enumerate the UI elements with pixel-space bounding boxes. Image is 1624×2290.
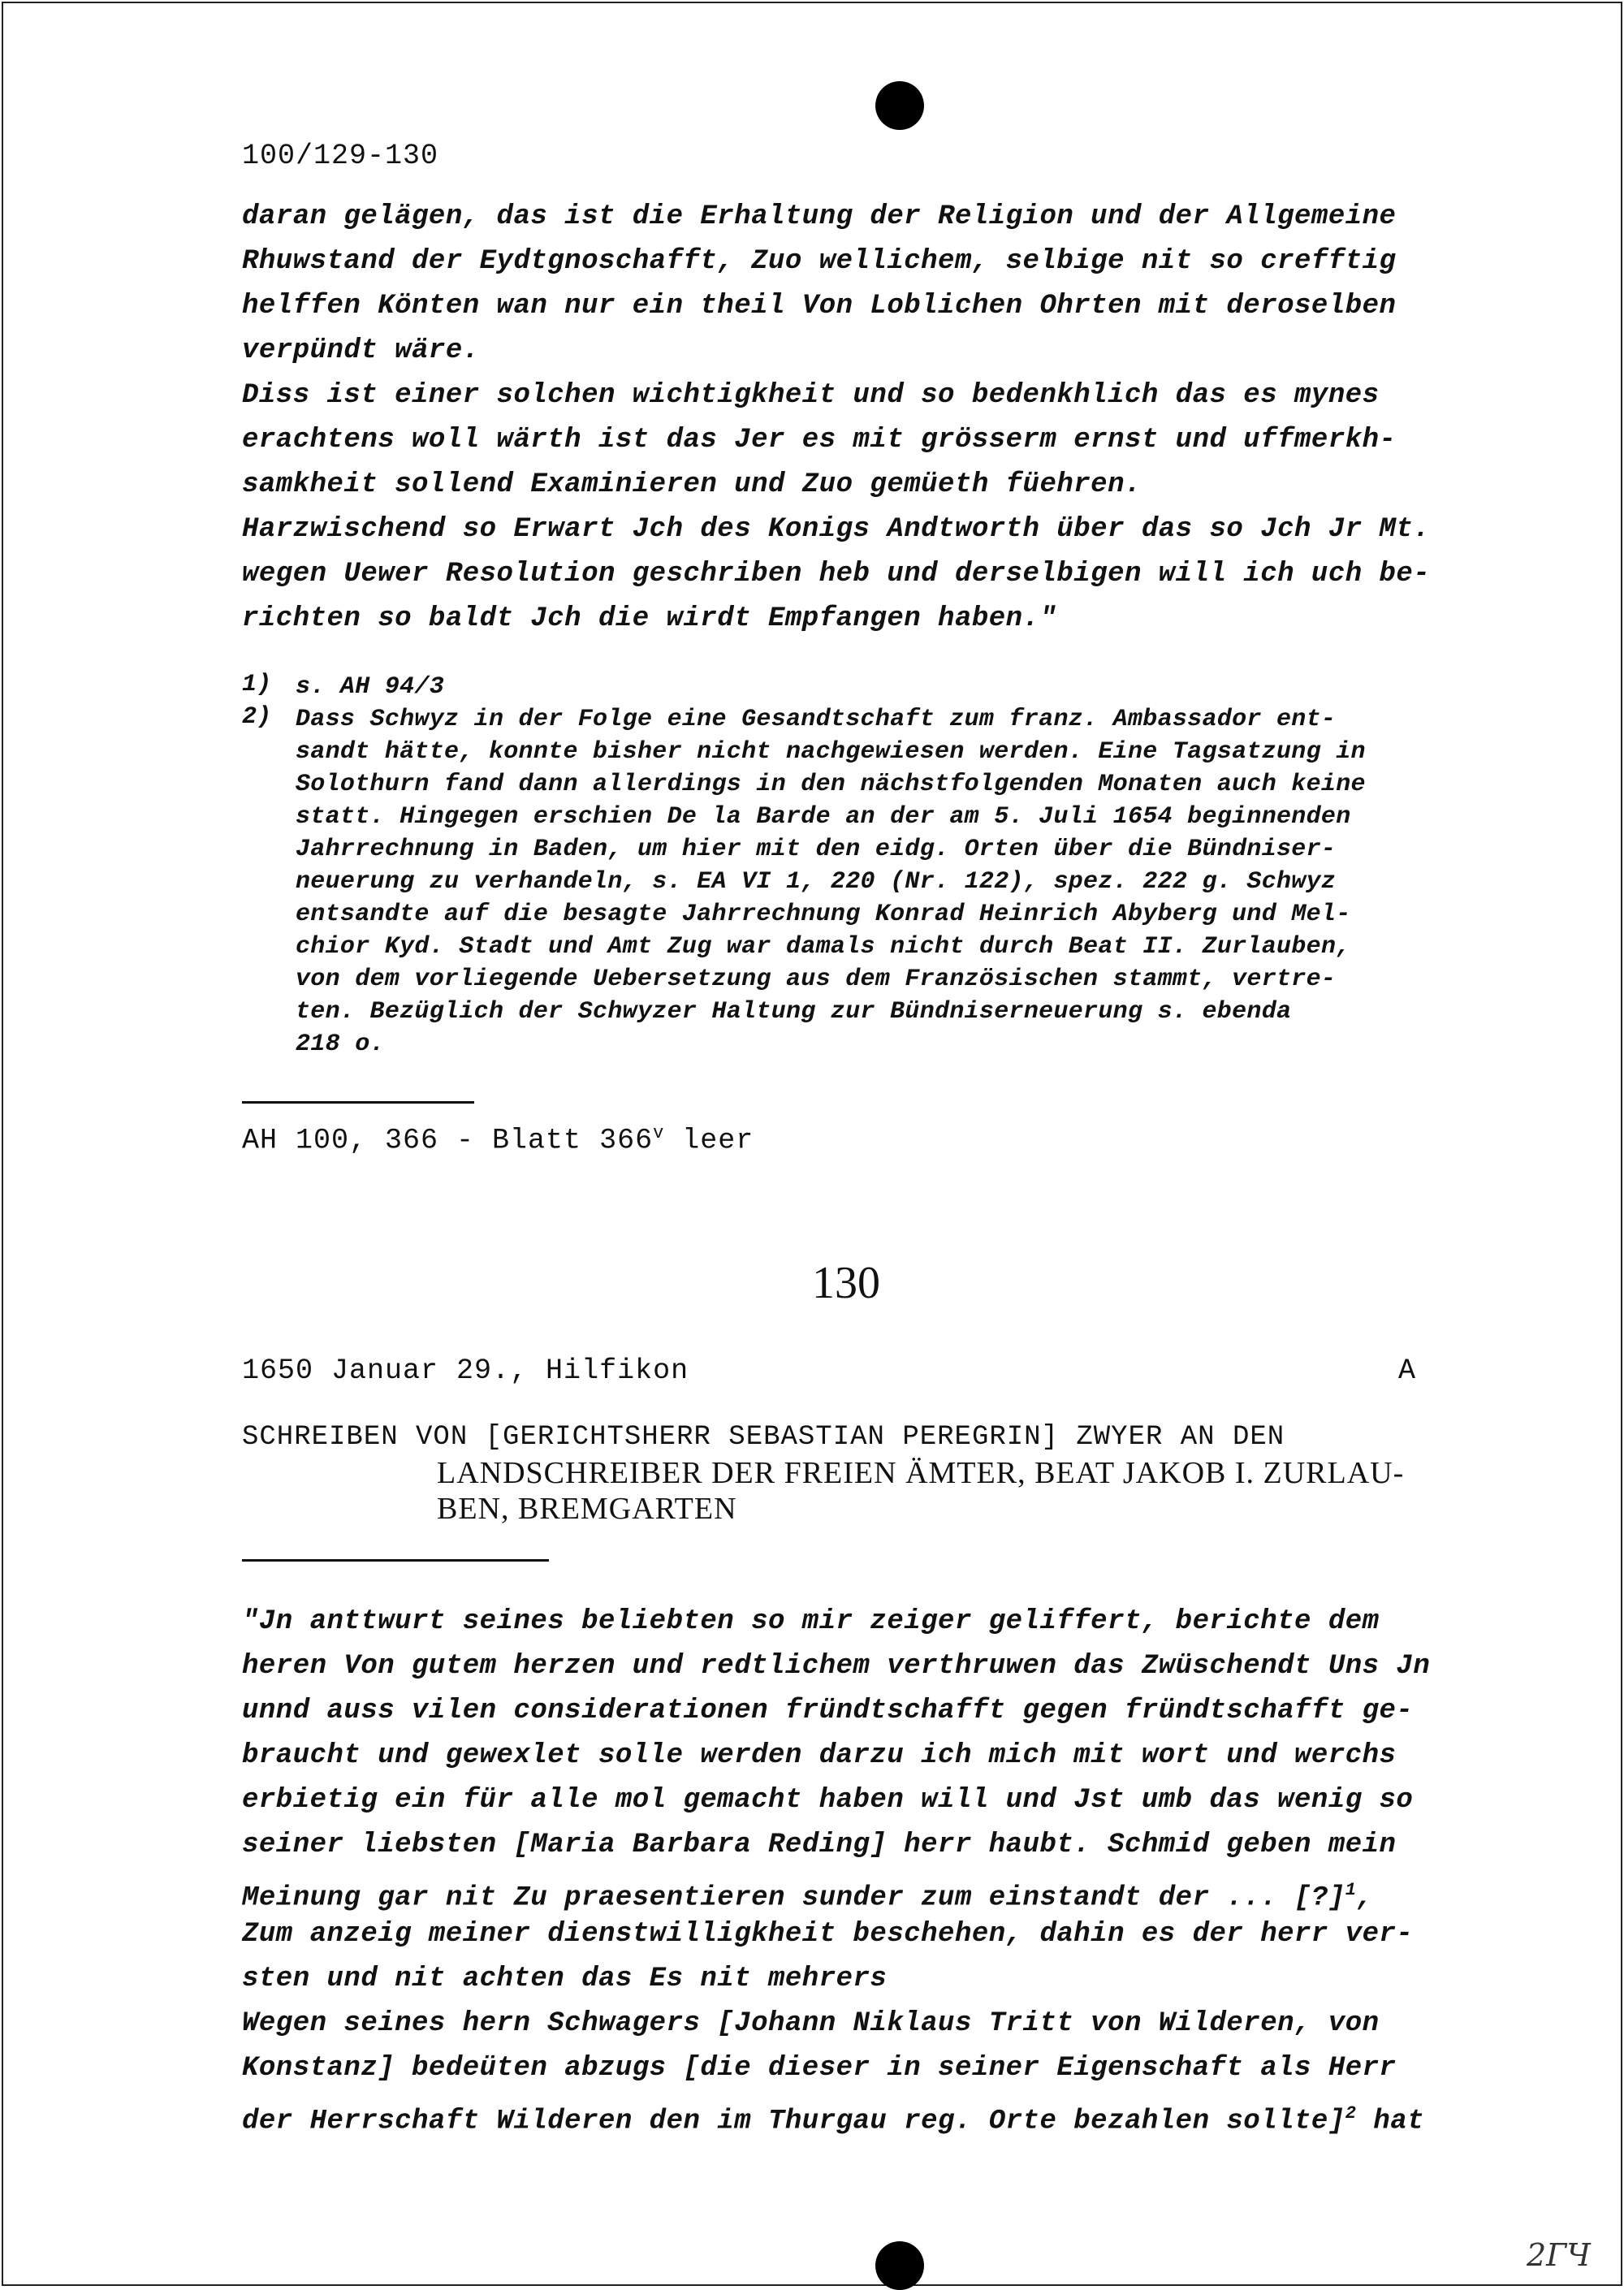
heading-line: SCHREIBEN VON [GERICHTSHERR SEBASTIAN PEREGRIN] ZWYER AN DEN	[242, 1422, 1285, 1453]
text-span: ] herr haubt.	[870, 1830, 1108, 1860]
text-line: unnd auss vilen considerationen fründtschafft gegen fründtschafft ge-	[242, 1696, 1414, 1726]
footnote-text: . Zurlauben,	[1172, 933, 1351, 961]
document-number: 130	[812, 1258, 880, 1308]
letter-text	[242, 1600, 1509, 2136]
text-line	[242, 2002, 1509, 2046]
footnote-line: Dass Schwyz in der Folge eine Gesandtschaft zum franz. Ambassador ent-	[296, 706, 1337, 733]
footnote	[242, 671, 1509, 703]
separator-rule	[242, 1101, 474, 1104]
heading-rule	[242, 1559, 549, 1562]
bold-name: Beat II	[1068, 933, 1173, 961]
text-line: heren Von gutem herzen und redtlichem verthruwen das Zwüschendt Uns Jn	[242, 1651, 1431, 1682]
footnote-ref: 1	[1345, 1880, 1357, 1900]
text-span: seiner liebsten [Maria Barbara	[242, 1830, 769, 1860]
text-line: verpündt wäre.	[242, 335, 480, 366]
footnote-number: 1)	[242, 671, 272, 698]
heading-line: BEN, BREMGARTEN	[437, 1492, 737, 1526]
footnotes	[242, 671, 1509, 1061]
footnote-line: neuerung zu verhandeln, s. EA VI 1, 220 (Nr. 122), spez. 222 g. Schwyz	[296, 868, 1337, 896]
footnote-line: 218 o.	[296, 1030, 385, 1058]
footnote-line: Solothurn fand dann allerdings in den nächstfolgenden Monaten auch keine	[296, 771, 1366, 798]
bold-name: Kyd	[384, 933, 430, 961]
source-text: AH 100, 366 - Blatt 366	[242, 1124, 654, 1157]
page-reference: 100/129-130	[242, 140, 439, 172]
text-line: Rhuwstand der Eydtgnoschafft, Zuo wellichem, selbige nit so crefftig	[242, 246, 1397, 277]
text-line	[242, 2091, 1509, 2136]
text-span: der Herrschaft Wilderen den im Thurgau reg. Orte bezahlen sollte]	[242, 2106, 1345, 2137]
footnote-line: sandt hätte, konnte bisher nicht nachgewiesen werden. Eine Tagsatzung in	[296, 738, 1366, 766]
text-line: erachtens woll wärth ist das Jer es mit grösserm ernst und uffmerkh-	[242, 425, 1397, 456]
text-span: geben mein	[1209, 1830, 1397, 1860]
source-line	[242, 1123, 754, 1157]
text-line: Konstanz] bedeüten abzugs [die dieser in seiner Eigenschaft als Herr	[242, 2053, 1397, 2084]
punch-hole-bottom	[875, 2241, 924, 2290]
footnote-line	[296, 898, 1366, 931]
text-line: daran gelägen, das ist die Erhaltung der Religion und der Allgemeine	[242, 201, 1397, 232]
handwritten-page-number: 2ГЧ	[1527, 2237, 1591, 2273]
source-suffix: leer	[664, 1124, 754, 1157]
text-line: wegen Uewer Resolution geschriben heb und derselbigen will ich uch be-	[242, 559, 1431, 590]
text-line: Harzwischend so Erwart Jch des Konigs Andtworth über das so Jch Jr Mt.	[242, 514, 1431, 545]
footnote-line: Jahrrechnung in Baden, um hier mit den eidg. Orten über die Bündniser-	[296, 836, 1337, 863]
footnote-text: . Stadt und Amt Zug war damals nicht durch	[429, 933, 1054, 961]
continuation-text	[242, 195, 1509, 642]
text-line: samkheit sollend Examinieren und Zuo gemüeth füehren.	[242, 469, 1142, 500]
text-line	[242, 1823, 1509, 1868]
text-span: ,	[1356, 1882, 1374, 1914]
footnote-line: von dem vorliegende Uebersetzung aus dem Französischen stammt, vertre-	[296, 966, 1337, 993]
footnote-text: und Mel-	[1232, 901, 1351, 928]
text-line: richten so baldt Jch die wirdt Empfangen haben."	[242, 603, 1057, 634]
text-line: braucht und gewexlet solle werden darzu ich mich mit wort und werchs	[242, 1740, 1397, 1771]
footnote-ref: 2	[1345, 2103, 1357, 2124]
date-place: 1650 Januar 29., Hilfikon	[242, 1355, 689, 1387]
text-line: Diss ist einer solchen wichtigkheit und so bedenkhlich das es mynes	[242, 380, 1380, 411]
text-line: Zum anzeig meiner dienstwilligkheit beschehen, dahin es der herr ver-	[242, 1919, 1414, 1950]
heading-line: LANDSCHREIBER DER FREIEN ÄMTER, BEAT JAKOB I. ZURLAU-	[437, 1456, 1405, 1490]
text-line: erbietig ein für alle mol gemacht haben will und Jst umb das wenig so	[242, 1785, 1414, 1816]
text-line: "Jn anttwurt seines beliebten so mir zeiger geliffert, berichte dem	[242, 1606, 1380, 1637]
bold-name: Reding	[768, 1830, 870, 1860]
tradition-marker: A	[1398, 1355, 1416, 1387]
footnote-line: s. AH 94/3	[296, 673, 445, 701]
footnote	[242, 703, 1509, 1061]
bold-name: Abyberg	[1112, 901, 1217, 928]
bold-name: Schmid	[1108, 1830, 1210, 1860]
footnote-text: chior	[296, 933, 370, 961]
footnote-line: statt. Hingegen erschien De la Barde an der am 5. Juli 1654 beginnenden	[296, 803, 1351, 831]
source-superscript: v	[653, 1123, 665, 1143]
text-span: Meinung gar nit Zu praesentieren sunder zum einstandt der ... [?]	[242, 1882, 1345, 1914]
footnote-line: ten. Bezüglich der Schwyzer Haltung zur Bündniserneuerung s. ebenda	[296, 998, 1292, 1026]
footnote-text: entsandte auf die besagte Jahrrechnung Konrad Heinrich	[296, 901, 1099, 928]
footnote-line	[296, 931, 1366, 963]
footnote-number: 2)	[242, 703, 272, 731]
text-span: , von	[1294, 2008, 1380, 2039]
bold-name: Tritt von Wilderen	[988, 2008, 1295, 2039]
punch-hole-top	[875, 81, 924, 130]
text-span: Wegen seines hern Schwagers [Johann Niklaus	[242, 2008, 989, 2039]
text-line	[242, 1868, 1509, 1912]
text-line: helffen Könten wan nur ein theil Von Loblichen Ohrten mit deroselben	[242, 291, 1397, 322]
text-line: sten und nit achten das Es nit mehrers	[242, 1964, 888, 1994]
document-heading	[242, 1419, 1517, 1527]
text-span: hat	[1356, 2106, 1425, 2137]
